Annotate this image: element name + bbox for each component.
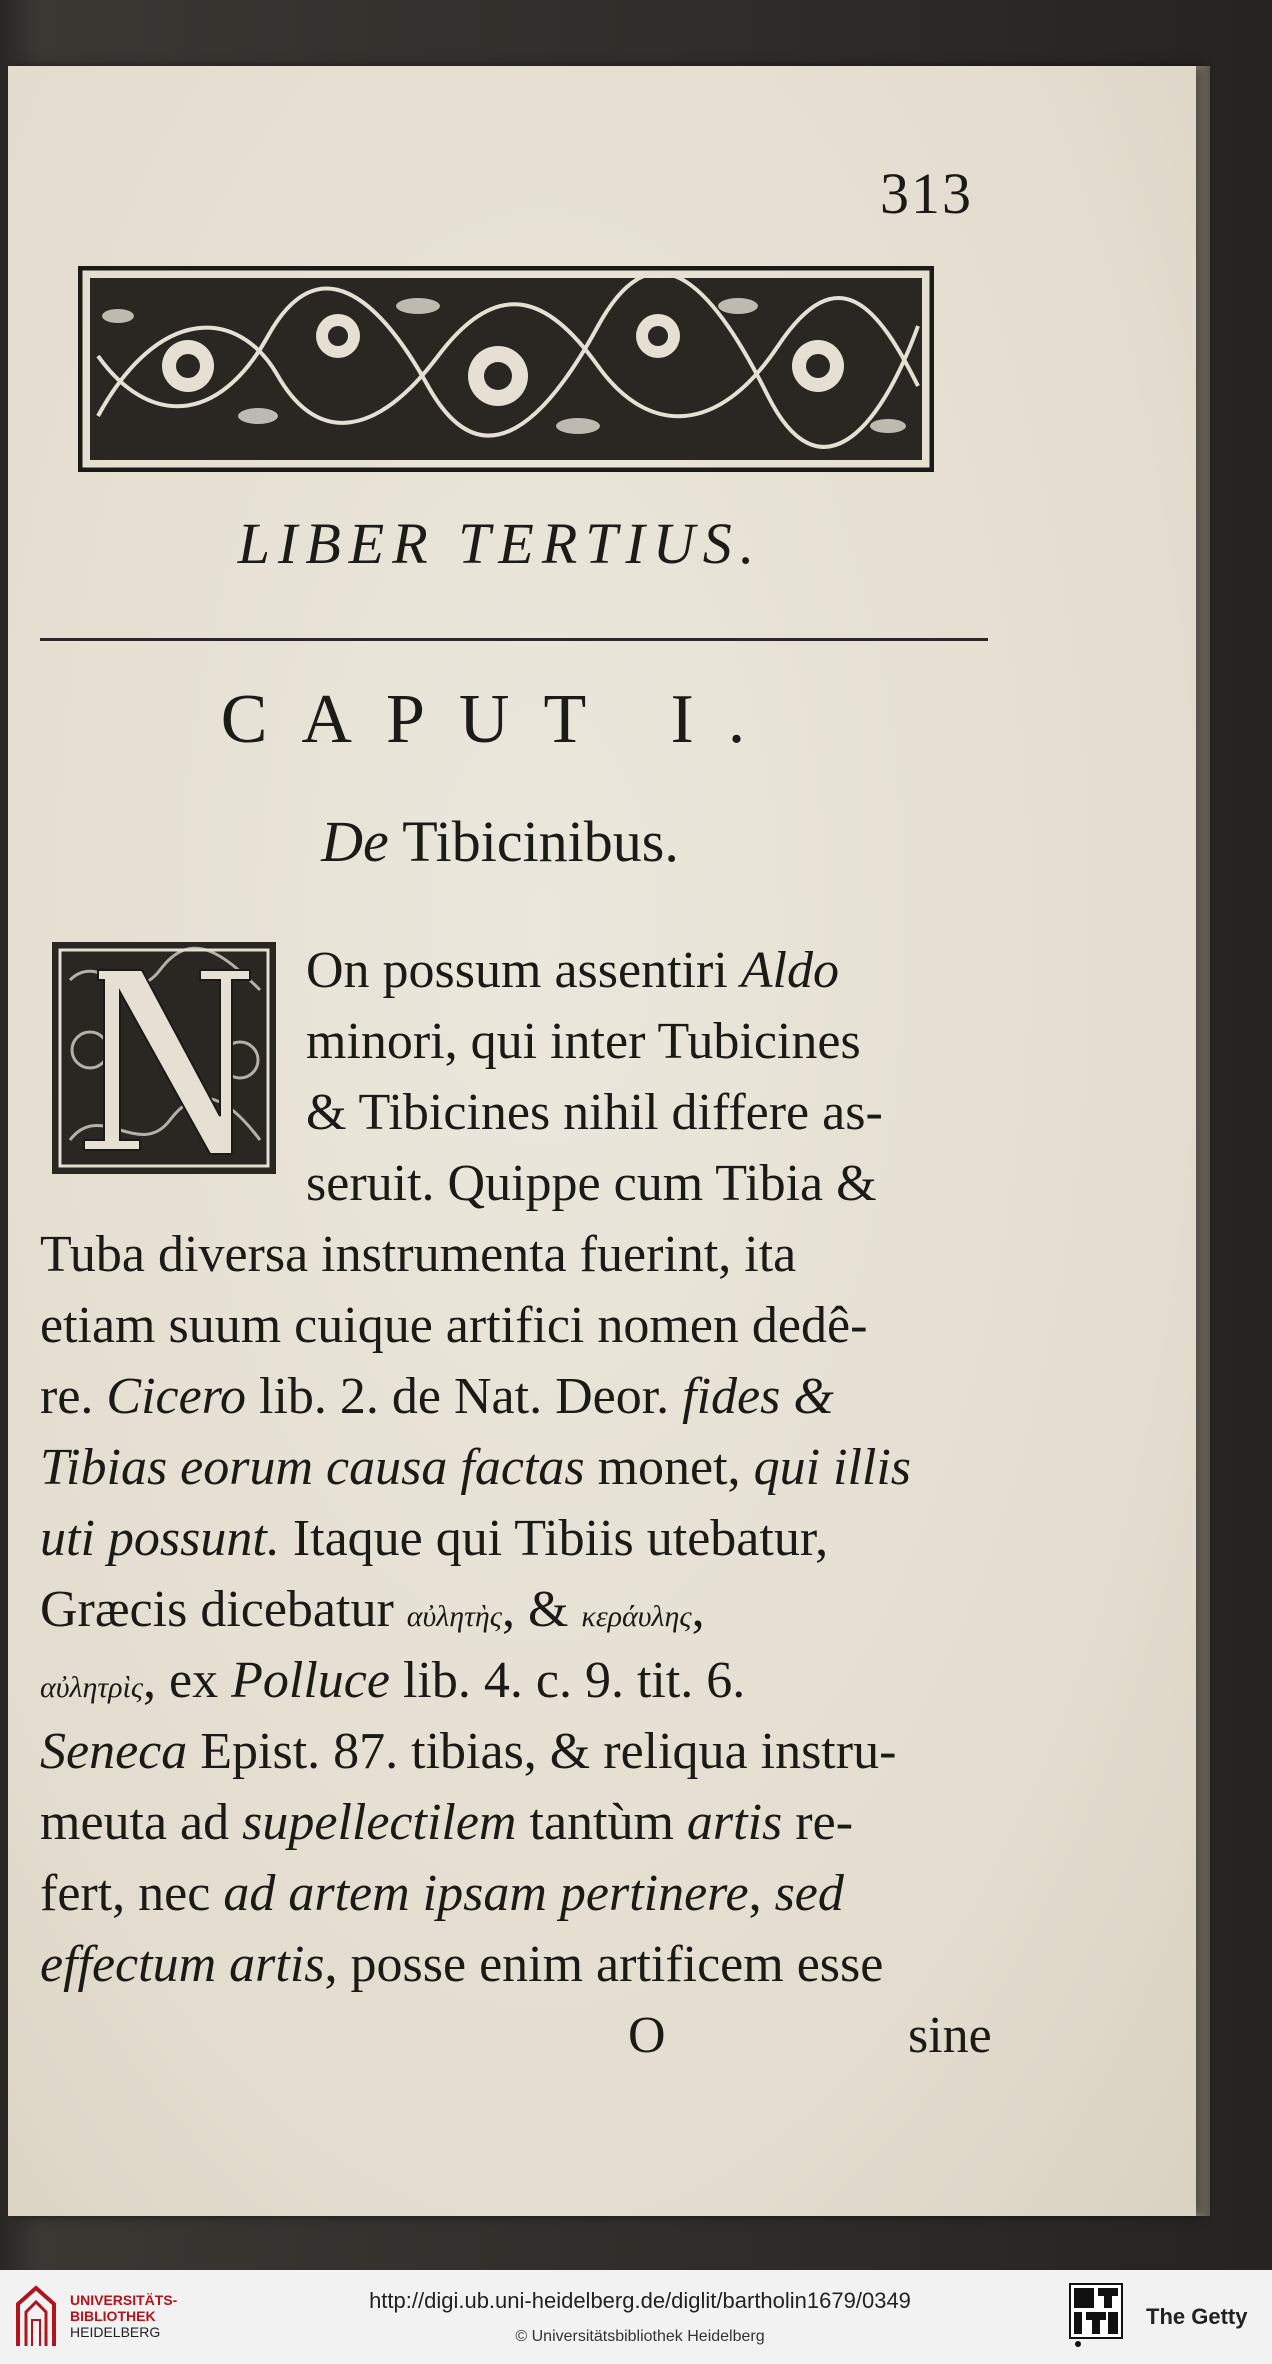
body-line-9: uti possunt. Itaque qui Tibiis utebatur, xyxy=(40,1510,829,1567)
body-line-3: & Tibicines nihil differe as- xyxy=(306,1084,883,1141)
woodcut-ornament-icon xyxy=(78,266,934,472)
body-line-8: Tibias eorum causa factas monet, qui illis xyxy=(40,1439,912,1496)
body-line-10: Græcis dicebatur αὐλητὴς, & κεράυλης, xyxy=(40,1581,705,1638)
body-line-1: On possum assentiri Aldo xyxy=(306,942,839,999)
body-line-6: etiam suum cuique artifici nomen dedê- xyxy=(40,1297,868,1354)
getty-logo-icon xyxy=(1068,2282,1124,2350)
copyright-notice: © Universitätsbibliothek Heidelberg xyxy=(515,2328,765,2345)
page-edge xyxy=(1196,66,1210,2216)
body-line-13: meuta ad supellectilem tantùm artis re- xyxy=(40,1794,854,1851)
body-line-14: fert, nec ad artem ipsam pertinere, sed xyxy=(40,1865,844,1922)
library-line-2: BIBLIOTHEK xyxy=(70,2308,156,2324)
chapter-subtitle-italic: De xyxy=(321,809,389,874)
body-line-7: re. Cicero lib. 2. de Nat. Deor. fides & xyxy=(40,1368,834,1425)
catchword: sine xyxy=(908,2007,992,2064)
library-name xyxy=(70,2292,177,2340)
library-line-1: UNIVERSITÄTS- xyxy=(70,2292,178,2308)
body-line-5: Tuba diversa instrumenta fuerint, ita xyxy=(40,1226,797,1283)
dropcap-n-icon xyxy=(50,940,278,1176)
body-line-12: Seneca Epist. 87. tibias, & reliqua instru- xyxy=(40,1723,897,1780)
page-number: 313 xyxy=(880,161,973,226)
library-line-3: HEIDELBERG xyxy=(70,2324,161,2340)
body-line-4: seruit. Quippe cum Tibia & xyxy=(306,1155,877,1212)
viewer-footer xyxy=(0,2270,1272,2364)
title-rule xyxy=(40,638,988,641)
ub-heidelberg-logo-icon xyxy=(14,2284,58,2350)
body-line-15: effectum artis, posse enim artificem esse xyxy=(40,1936,884,1993)
getty-name: The Getty xyxy=(1146,2304,1248,2329)
signature-mark: O xyxy=(628,2007,666,2064)
chapter-subtitle xyxy=(180,808,820,875)
permalink-url[interactable]: http://digi.ub.uni-heidelberg.de/diglit/bartholin1679/0349 xyxy=(369,2288,911,2313)
chapter-title: CAPUT I. xyxy=(220,681,780,758)
body-line-2: minori, qui inter Tubicines xyxy=(306,1013,861,1070)
book-title: LIBER TERTIUS. xyxy=(237,511,763,576)
chapter-subtitle-roman: Tibicinibus. xyxy=(388,809,679,874)
body-line-11: αὐλητρὶς, ex Polluce lib. 4. c. 9. tit. 6. xyxy=(40,1652,746,1709)
